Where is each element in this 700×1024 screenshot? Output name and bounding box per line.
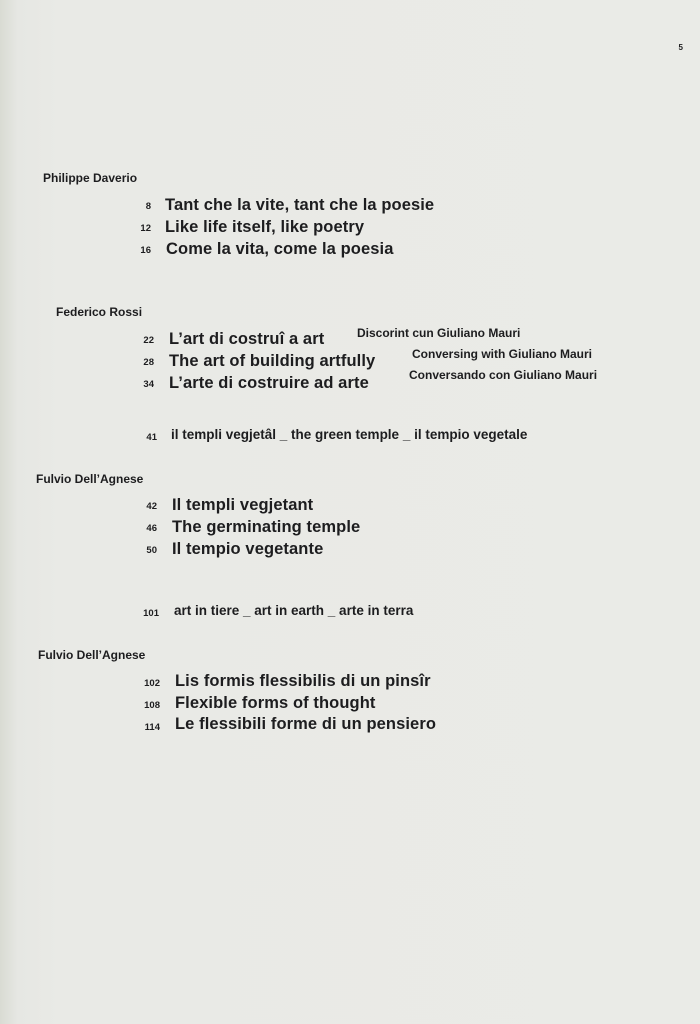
entry-title: Come la vita, come la poesia xyxy=(166,240,394,258)
entry-page-number: 34 xyxy=(143,379,154,390)
divider-page-number: 101 xyxy=(143,608,159,619)
section-author: Federico Rossi xyxy=(56,305,143,319)
divider-page-number: 41 xyxy=(146,432,157,443)
entry-title: The art of building artfully xyxy=(169,352,376,370)
entry-page-number: 8 xyxy=(145,201,151,212)
entry-page-number: 16 xyxy=(140,245,151,256)
entry-page-number: 50 xyxy=(146,545,157,556)
entry-page-number: 42 xyxy=(146,501,157,512)
entry-title: Tant che la vite, tant che la poesie xyxy=(165,196,435,214)
entry-page-number: 28 xyxy=(143,357,154,368)
entry-page-number: 46 xyxy=(146,523,157,534)
entry-subtitle: Discorint cun Giuliano Mauri xyxy=(357,326,521,340)
entry-page-number: 12 xyxy=(140,223,151,234)
entry-page-number: 108 xyxy=(144,700,160,711)
entry-subtitle: Conversing with Giuliano Mauri xyxy=(412,347,593,361)
entry-title: L’arte di costruire ad arte xyxy=(169,374,369,392)
entry-page-number: 102 xyxy=(144,678,160,689)
entry-page-number: 114 xyxy=(144,722,160,733)
entry-page-number: 22 xyxy=(143,335,154,346)
entry-title: Il templi vegjetant xyxy=(172,496,314,514)
entry-title: L’art di costruî a art xyxy=(169,330,325,348)
entry-subtitle: Conversando con Giuliano Mauri xyxy=(409,368,598,382)
section-author: Fulvio Dell’Agnese xyxy=(38,648,146,662)
entry-title: The germinating temple xyxy=(172,518,361,536)
divider-title: art in tiere _ art in earth _ arte in terra xyxy=(174,603,414,618)
divider-title: il templi vegjetâl _ the green temple _ il tempio vegetale xyxy=(171,427,528,442)
entry-title: Il tempio vegetante xyxy=(172,540,324,558)
page-number: 5 xyxy=(678,43,683,52)
entry-title: Le flessibili forme di un pensiero xyxy=(175,715,437,733)
entry-title: Like life itself, like poetry xyxy=(165,218,365,236)
section-author: Fulvio Dell’Agnese xyxy=(36,472,144,486)
section-author: Philippe Daverio xyxy=(43,171,138,185)
entry-title: Flexible forms of thought xyxy=(175,694,376,712)
entry-title: Lis formis flessibilis di un pinsîr xyxy=(175,672,431,690)
